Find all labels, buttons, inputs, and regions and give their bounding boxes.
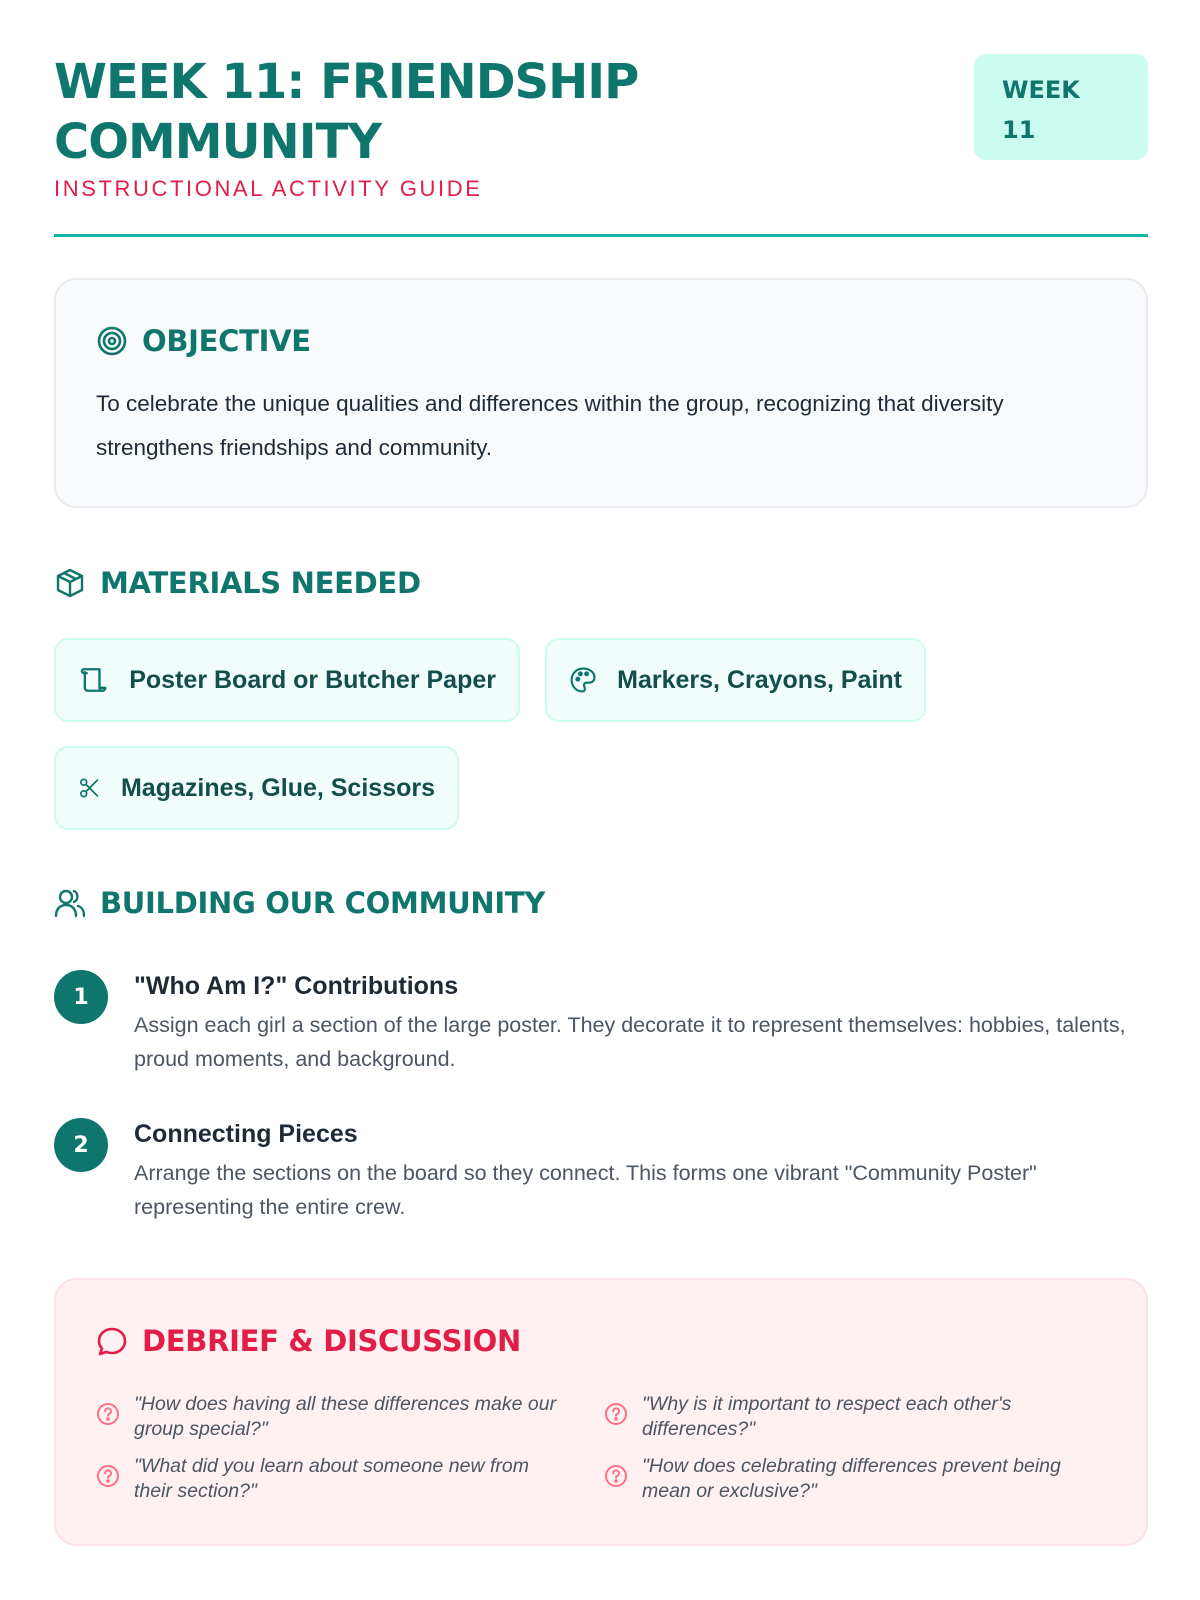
discussion-question <box>604 1454 1074 1504</box>
question-circle-icon <box>604 1464 628 1488</box>
step-title: Connecting Pieces <box>134 1120 358 1148</box>
scroll-icon <box>78 664 109 696</box>
debrief-heading-row <box>96 1324 1106 1358</box>
materials-section <box>54 566 1148 802</box>
week-badge-number: 11 <box>1002 116 1036 144</box>
target-icon <box>96 325 128 357</box>
page-subtitle: INSTRUCTIONAL ACTIVITY GUIDE <box>54 176 483 201</box>
scissors-icon <box>78 772 101 804</box>
box-icon <box>54 567 86 599</box>
objective-card <box>54 278 1148 508</box>
header-divider <box>54 234 1148 237</box>
community-heading-row <box>54 886 1148 920</box>
step-description: Assign each girl a section of the large poster. They decorate it to represent themselves: hobbies, talents, proud moments, and background. <box>134 1013 1126 1071</box>
question-text: "How does having all these differences make our group special?" <box>134 1393 557 1440</box>
week-badge-label: WEEK <box>1002 76 1080 104</box>
debrief-heading: DEBRIEF & DISCUSSION <box>142 1324 521 1358</box>
question-text: "What did you learn about someone new from their section?" <box>134 1455 529 1502</box>
objective-heading: OBJECTIVE <box>142 324 311 358</box>
question-circle-icon <box>604 1402 628 1426</box>
material-label: Poster Board or Butcher Paper <box>129 665 496 694</box>
materials-heading: MATERIALS NEEDED <box>100 566 421 600</box>
material-label: Magazines, Glue, Scissors <box>120 773 435 802</box>
step-number: 1 <box>54 970 108 1024</box>
users-icon <box>54 887 86 919</box>
material-chip-markers <box>545 638 926 722</box>
discussion-question <box>96 1454 566 1504</box>
debrief-card <box>54 1278 1148 1546</box>
materials-heading-row <box>54 566 1148 600</box>
step-description: Arrange the sections on the board so they connect. This forms one vibrant "Community Poster" representing the entire crew. <box>134 1161 1037 1219</box>
community-heading: BUILDING OUR COMMUNITY <box>100 886 546 920</box>
question-circle-icon <box>96 1402 120 1426</box>
question-text: "Why is it important to respect each other's differences?" <box>642 1393 1012 1440</box>
question-circle-icon <box>96 1464 120 1488</box>
material-label: Markers, Crayons, Paint <box>617 665 902 694</box>
discussion-question <box>604 1392 1074 1442</box>
step-title: "Who Am I?" Contributions <box>134 972 459 1000</box>
question-text: "How does celebrating differences prevent being mean or exclusive?" <box>642 1455 1061 1502</box>
step-number: 2 <box>54 1118 108 1172</box>
palette-icon <box>569 664 597 696</box>
page-title: WEEK 11: FRIENDSHIP COMMUNITY <box>54 54 639 170</box>
material-chip-poster-board <box>54 638 520 722</box>
material-chip-magazines <box>54 746 459 830</box>
week-badge <box>974 54 1148 160</box>
header <box>54 0 1148 238</box>
objective-heading-row <box>96 324 1106 358</box>
community-section <box>54 886 1148 1219</box>
objective-text: To celebrate the unique qualities and differences within the group, recognizing that diversity strengthens friendships and community. <box>96 391 1004 460</box>
discussion-question <box>96 1392 566 1442</box>
activity-guide-page <box>54 0 1148 1502</box>
chat-bubble-icon <box>96 1325 128 1357</box>
